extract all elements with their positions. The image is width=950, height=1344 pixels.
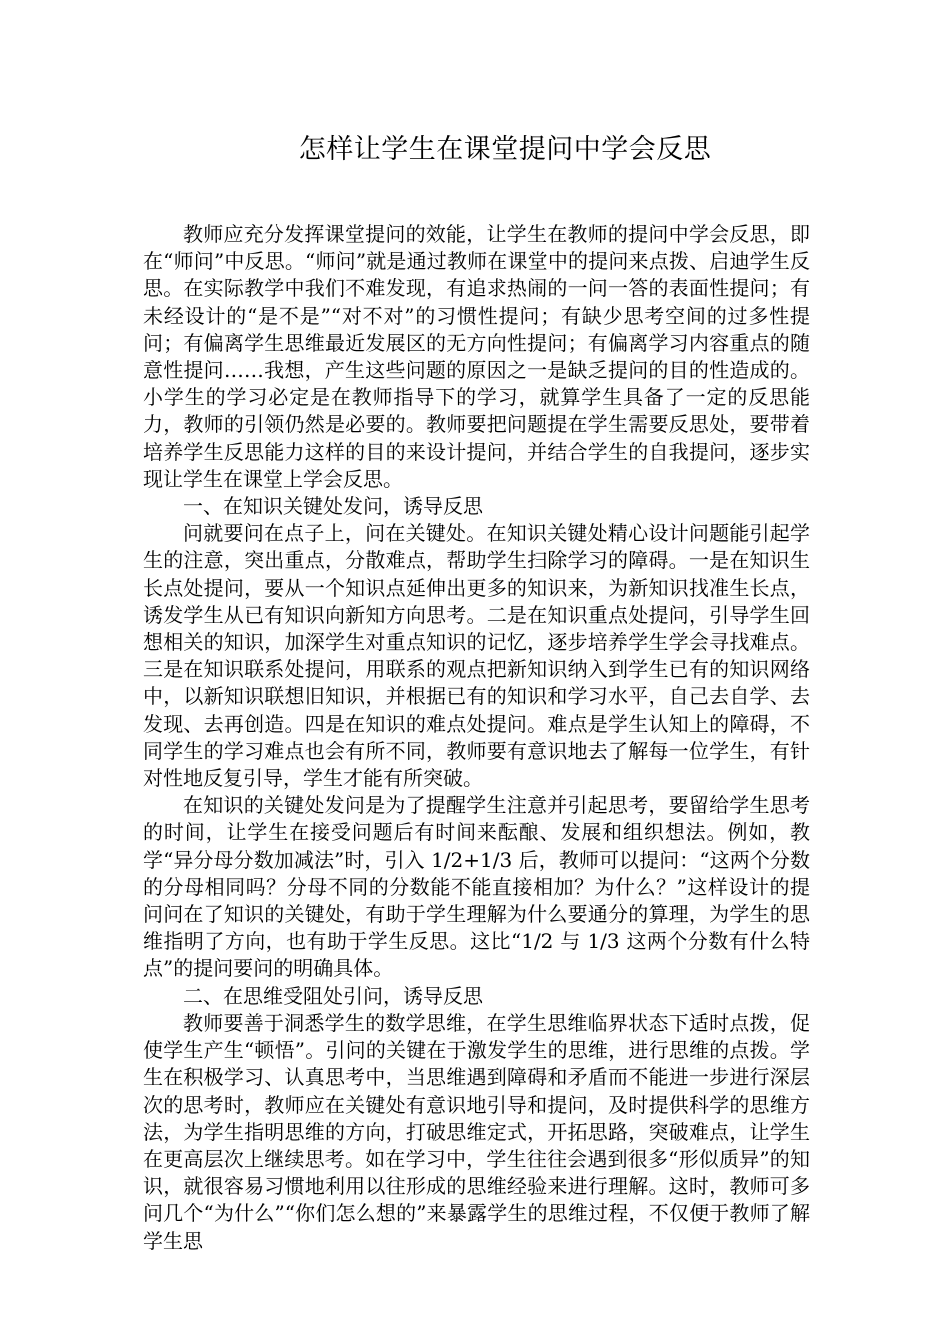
paragraph-section-1-example: 在知识的关键处发问是为了提醒学生注意并引起思考，要留给学生思考的时间，让学生在接受问题后有时间来酝酿、发展和组织想法。例如，教学“异分母分数加减法”时，引入 1/2+1/3 后，教师可以提问：“这两个分数的分母相同吗？分母不同的分数能不能直接相加？为什么？”这样设计的提问问在了知识的关键处，有助于学生理解为什么要通分的算理，为学生的思维指明了方向，也有助于学生反思。这比“1/2 与 1/3 这两个分数有什么特点”的提问要问的明确具体。 — [143, 793, 810, 981]
section-heading-2: 二、在思维受阻处引问，诱导反思 — [183, 983, 483, 1008]
document-body — [143, 221, 810, 1255]
paragraph-section-2: 教师要善于洞悉学生的数学思维，在学生思维临界状态下适时点拨，促使学生产生“顿悟”。引问的关键在于激发学生的思维，进行思维的点拨。学生在积极学习、认真思考中，当思维遇到障碍和矛盾而不能进一步进行深层次的思考时，教师应在关键处有意识地引导和提问，及时提供科学的思维方法，为学生指明思维的方向，打破思维定式，开拓思路，突破难点，让学生在更高层次上继续思考。如在学习中，学生往往会遇到很多“形似质异”的知识，就很容易习惯地利用以往形成的思维经验来进行理解。这时，教师可多问几个“为什么”“你们怎么想的”来暴露学生的思维过程，不仅便于教师了解学生思 — [143, 1010, 810, 1253]
paragraph-section-1: 问就要问在点子上，问在关键处。在知识关键处精心设计问题能引起学生的注意，突出重点，分散难点，帮助学生扫除学习的障碍。一是在知识生长点处提问，要从一个知识点延伸出更多的知识来，为新知识找准生长点，诱发学生从已有知识向新知方向思考。二是在知识重点处提问，引导学生回想相关的知识，加深学生对重点知识的记忆，逐步培养学生学会寻找难点。三是在知识联系处提问，用联系的观点把新知识纳入到学生已有的知识网络中，以新知识联想旧知识，并根据已有的知识和学习水平，自己去自学、去发现、去再创造。四是在知识的难点处提问。难点是学生认知上的障碍，不同学生的学习难点也会有所不同，教师要有意识地去了解每一位学生，有针对性地反复引导，学生才能有所突破。 — [143, 521, 810, 791]
paragraph-intro: 教师应充分发挥课堂提问的效能，让学生在教师的提问中学会反思，即在“师问”中反思。“师问”就是通过教师在课堂中的提问来点拨、启迪学生反思。在实际教学中我们不难发现，有追求热闹的一问一答的表面性提问；有未经设计的“是不是”“对不对”的习惯性提问；有缺少思考空间的过多性提问；有偏离学生思维最近发展区的无方向性提问；有偏离学习内容重点的随意性提问……我想，产生这些问题的原因之一是缺乏提问的目的性造成的。小学生的学习必定是在教师指导下的学习，就算学生具备了一定的反思能力，教师的引领仍然是必要的。教师要把问题提在学生需要反思处，要带着培养学生反思能力这样的目的来设计提问，并结合学生的自我提问，逐步实现让学生在课堂上学会反思。 — [143, 222, 810, 491]
document-title: 怎样让学生在课堂提问中学会反思 — [298, 134, 712, 165]
section-heading-1: 一、在知识关键处发问，诱导反思 — [183, 494, 483, 519]
